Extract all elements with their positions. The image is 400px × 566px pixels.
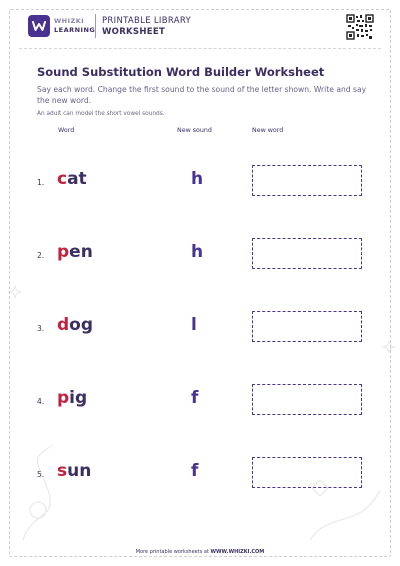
new-sound-letter: l [191, 315, 197, 335]
qr-code-icon [346, 14, 374, 40]
row-number: 4. [37, 397, 45, 406]
column-header-new-word: New word [252, 127, 284, 134]
first-sound-letter: c [57, 169, 68, 189]
new-word-answer-box[interactable] [252, 384, 362, 415]
first-sound-letter: s [57, 461, 68, 481]
column-header-new-sound: New sound [177, 127, 212, 134]
header-divider [95, 14, 96, 38]
brand-name [54, 17, 95, 35]
brand-line-2: LEARNING [54, 26, 96, 34]
word-rest: un [67, 461, 92, 481]
exercise-row [0, 382, 400, 422]
new-sound-letter: f [191, 388, 199, 408]
row-number: 5. [37, 470, 45, 479]
new-sound-letter: f [191, 461, 199, 481]
word-rest: ig [69, 388, 88, 408]
exercise-row [0, 455, 400, 495]
library-line-1: PRINTABLE LIBRARY [102, 16, 191, 26]
column-header-word: Word [58, 127, 75, 134]
row-number: 3. [37, 324, 45, 333]
decorative-star-icon [8, 285, 22, 299]
new-sound-letter: h [191, 169, 204, 189]
new-word-answer-box[interactable] [252, 238, 362, 269]
library-line-2: WORKSHEET [102, 27, 166, 37]
exercise-row [0, 163, 400, 203]
first-sound-letter: p [57, 242, 70, 262]
worksheet-title: Sound Substitution Word Builder Worksheet [37, 65, 325, 79]
first-sound-letter: d [57, 315, 70, 335]
worksheet-header [28, 14, 376, 44]
word-rest: en [69, 242, 93, 262]
exercise-row [0, 309, 400, 349]
word [57, 315, 93, 335]
word-rest: at [67, 169, 87, 189]
header-divider-line [19, 48, 381, 49]
word [57, 388, 87, 408]
whizki-logo-icon [28, 15, 50, 37]
new-word-answer-box[interactable] [252, 311, 362, 342]
brand-line-1: WHIZKI [54, 17, 85, 25]
library-label [102, 16, 191, 38]
adult-note: An adult can model the short vowel sounds. [37, 111, 165, 117]
word-rest: og [69, 315, 94, 335]
word [57, 461, 91, 481]
new-word-answer-box[interactable] [252, 165, 362, 196]
page-footer [0, 549, 400, 555]
exercise-row [0, 236, 400, 276]
instructions-text: Say each word. Change the first sound to the sound of the letter shown. Write and say the new word. [37, 85, 367, 105]
word [57, 242, 93, 262]
first-sound-letter: p [57, 388, 70, 408]
word [57, 169, 87, 189]
row-number: 2. [37, 251, 45, 260]
new-word-answer-box[interactable] [252, 457, 362, 488]
footer-link[interactable]: WWW.WHIZKI.COM [210, 549, 265, 555]
row-number: 1. [37, 178, 45, 187]
footer-text: More printable worksheets at [135, 549, 209, 555]
new-sound-letter: h [191, 242, 204, 262]
